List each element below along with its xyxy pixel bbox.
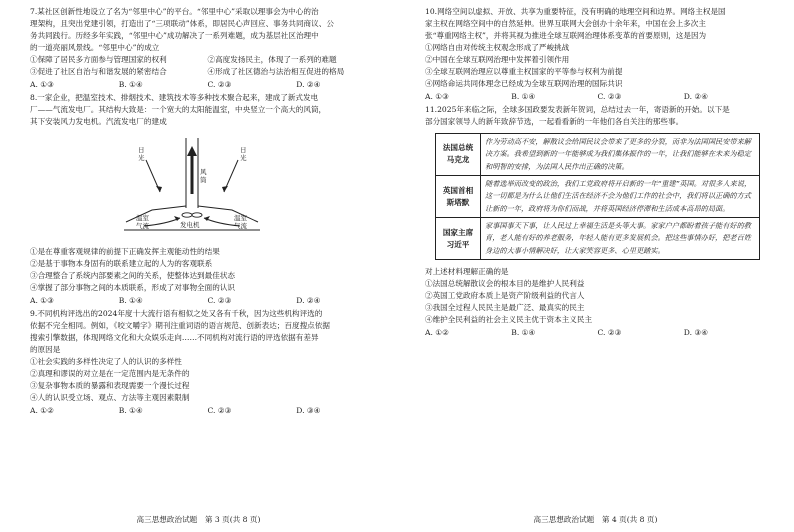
q10-answer-b[interactable]: B. ①④ bbox=[511, 91, 536, 101]
svg-text:气流: 气流 bbox=[136, 221, 149, 230]
q11-option-4: ④维护全民利益的社会主义民主优于资本主义民主 bbox=[425, 315, 593, 325]
q8-option-3: ③合理整合了系统内部要素之间的关系，使整体达到最佳状态 bbox=[30, 270, 236, 280]
q10-option-2: ②中国在全球互联网治理中发挥着引领作用 bbox=[425, 54, 570, 64]
q7-answers bbox=[30, 79, 385, 91]
q9-stem-line: 的原因是 bbox=[30, 344, 61, 354]
leader-quote: 随着选举而改变的政治，我们工党政府将开启新的一年“重建”英国。对很多人来说，这一切都是为什么让他们生活在经济不会为他们工作的社会中，我们将以正确的方式让新的一年，政府将为你们而战，并将英国经济停滞和生活成本高昂的局面。 bbox=[481, 175, 760, 217]
q7-answer-a[interactable]: A. ①③ bbox=[30, 79, 54, 89]
leader-title: 国家主席 bbox=[442, 227, 474, 237]
label-generator: 发电机 bbox=[180, 220, 200, 229]
q7-options-row bbox=[30, 54, 385, 66]
q11-answer-b[interactable]: B. ①④ bbox=[511, 328, 536, 338]
q11-stem-line: 部分国家领导人的新年致辞节选，一起看看新的一年他们各自关注的那些事。 bbox=[425, 116, 684, 126]
q11-answers bbox=[425, 327, 770, 339]
q9-stem-line: 搜索引擎数据，体现网络文化和大众娱乐走向……不同机构对流行语的评选依据有差异 bbox=[30, 332, 319, 342]
q7-stem-line: 务共同践行。历经多年实践，“邻里中心”成功解决了一系列难题，成为基层社区治理中 bbox=[30, 30, 319, 40]
q11-follow-line: 对上述材料理解正确的是 bbox=[425, 267, 509, 277]
q9-option-1: ①社会实践的多样性决定了人的认识的多样性 bbox=[30, 356, 182, 366]
page-footer-right: 高三思想政治试题 第 4 页(共 8 页) bbox=[533, 515, 658, 525]
leader-name: 马克龙 bbox=[446, 155, 470, 165]
q8-answers bbox=[30, 295, 385, 307]
q7-answer-d[interactable]: D. ②④ bbox=[296, 79, 321, 89]
q7-answer-b[interactable]: B. ①④ bbox=[118, 79, 143, 89]
q10-answers bbox=[425, 91, 770, 103]
q7-option-4: ④形成了社区德治与法治相互促进的格局 bbox=[207, 66, 345, 76]
leader-title: 法国总统 bbox=[442, 143, 474, 153]
q11-answer-c[interactable]: C. ②③ bbox=[597, 328, 622, 338]
q11-answer-d[interactable]: D. ③④ bbox=[683, 328, 709, 338]
q7-stem-line: 理架构，且突出党建引领，打造出了“三项联动”体系，即居民心声回应、事务共同商议、公 bbox=[30, 18, 334, 28]
q10-answer-a[interactable]: A. ①③ bbox=[425, 91, 449, 101]
table-row bbox=[436, 175, 760, 217]
leader-name: 斯塔默 bbox=[446, 197, 470, 207]
right-page bbox=[397, 0, 794, 532]
q7-answer-c[interactable]: C. ②③ bbox=[207, 79, 232, 89]
question-9 bbox=[30, 308, 385, 417]
q8-option-2: ②是基于事物本身固有的联系建立起的人为的客观联系 bbox=[30, 258, 213, 268]
label-wind: 风 bbox=[200, 167, 207, 176]
table-row bbox=[436, 133, 760, 175]
q9-answer-c[interactable]: C. ②③ bbox=[207, 405, 232, 415]
q8-stem-line: 厂——气流发电厂。其结构大致是：一个宽大的太阳能温室，中央竖立一个高大的风筒， bbox=[30, 104, 327, 114]
leader-quote: 家事国事天下事，让人民过上幸福生活是头等大事。家家户户都盼着孩子能有好的教育，老人能有好的养老服务，年轻人能有更多发展机会。把这些事情办好，把老百姓身边的大事小情解决好，让大家笑容更多、心里更踏实。 bbox=[481, 218, 760, 260]
q10-option-3: ③全球互联网治理应以尊重主权国家的平等参与权利为前提 bbox=[425, 66, 623, 76]
table-row bbox=[436, 218, 760, 260]
leaders-quotes-table bbox=[435, 133, 760, 260]
leader-name-cell bbox=[436, 218, 481, 260]
q10-stem-line: 10.网络空间以虚拟、开放、共享为重要特征，没有明确的地理空间和边界。网络主权是国 bbox=[425, 7, 726, 16]
leader-title: 英国首相 bbox=[442, 185, 474, 195]
q9-stem-line: 依据不完全相同。例如，《咬文嚼字》期刊注重词语的语言规范、创新表达；百度搜点依据 bbox=[30, 320, 330, 330]
q7-options-row bbox=[30, 66, 385, 78]
svg-text:光: 光 bbox=[240, 153, 247, 162]
q7-option-1: ①保障了居民多方面参与管理国家的权利 bbox=[30, 54, 167, 64]
q7-stem-line: 的一道亮丽风景线。“邻里中心”的成立 bbox=[30, 42, 160, 52]
question-10 bbox=[425, 6, 770, 103]
q9-answer-d[interactable]: D. ③④ bbox=[296, 405, 321, 415]
q11-answer-a[interactable]: A. ①② bbox=[425, 328, 449, 338]
q8-option-4: ④掌握了部分事物之间的本质联系，形成了对事物全面的认识 bbox=[30, 282, 236, 292]
q10-answer-d[interactable]: D. ②④ bbox=[683, 91, 709, 101]
question-11 bbox=[425, 104, 770, 339]
power-plant-diagram bbox=[122, 130, 385, 244]
q9-option-4: ④人的认识受立场、观点、方法等主观因素限制 bbox=[30, 392, 190, 402]
svg-text:气流: 气流 bbox=[234, 221, 247, 230]
q10-option-1: ①网络自由对传统主权观念形成了严峻挑战 bbox=[425, 42, 570, 52]
q7-option-3: ③促进了社区自治与和谐发展的紧密结合 bbox=[30, 66, 167, 76]
label-greenhouse-left: 温室 bbox=[136, 213, 149, 222]
q8-answer-b[interactable]: B. ①④ bbox=[118, 295, 143, 305]
q9-answer-b[interactable]: B. ①④ bbox=[118, 405, 143, 415]
q9-answer-a[interactable]: A. ①② bbox=[30, 405, 54, 415]
q8-answer-d[interactable]: D. ②④ bbox=[296, 295, 321, 305]
q8-stem-line: 8.一家企业，把温室技术、排烟技术、建筑技术等多种技术聚合起来，建成了新式发电 bbox=[30, 92, 319, 102]
q11-option-1: ①法国总统解散议会的根本目的是维护人民利益 bbox=[425, 279, 585, 289]
leader-name-cell bbox=[436, 175, 481, 217]
q8-answer-a[interactable]: A. ①③ bbox=[30, 295, 54, 305]
q10-stem-line: 张“尊重网络主权”，并将其视为推进全球互联网治理体系变革的首要原则，这是因为 bbox=[425, 30, 707, 40]
q7-option-2: ②高度发扬民主，体现了一系列的难题 bbox=[207, 54, 337, 64]
q9-option-3: ③复杂事物本质的暴露和表现需要一个漫长过程 bbox=[30, 380, 190, 390]
q11-option-3: ③我国全过程人民民主是最广泛、最真实的民主 bbox=[425, 303, 585, 313]
q8-answer-c[interactable]: C. ②③ bbox=[207, 295, 232, 305]
svg-text:光: 光 bbox=[138, 153, 145, 162]
label-greenhouse-right: 温室 bbox=[234, 213, 247, 222]
q10-answer-c[interactable]: C. ②③ bbox=[597, 91, 622, 101]
label-sun-right: 日 bbox=[240, 145, 247, 154]
leader-name: 习近平 bbox=[446, 239, 470, 249]
q9-stem-line: 9.不同机构评选出的2024年度十大流行语有相似之处又各有千秋，因为这些机构评选的 bbox=[30, 308, 323, 318]
q10-option-4: ④网络命运共同体理念已经成为全球互联网治理的国际共识 bbox=[425, 78, 623, 88]
q8-stem-line: 其下安装风力发电机。汽流发电厂的建成 bbox=[30, 116, 167, 126]
q8-option-1: ①是在尊重客观规律的前提下正确发挥主观能动性的结果 bbox=[30, 246, 220, 256]
q11-stem-line: 11.2025年来临之际，全球多国政要发表新年贺词，总结过去一年，寄语新的开始。以下是 bbox=[425, 104, 730, 114]
q9-option-2: ②真理和谬误的对立是在一定范围内是无条件的 bbox=[30, 368, 190, 378]
q10-stem-line: 家主权在网络空间中的自然延伸。世界互联网大会创办十余年来，中国在会上多次主 bbox=[425, 18, 706, 28]
q9-answers bbox=[30, 405, 385, 417]
svg-text:筒: 筒 bbox=[200, 175, 207, 184]
question-7 bbox=[30, 6, 385, 91]
q7-stem-line: 7.某社区创新性地设立了名为“邻里中心”的平台。“邻里中心”采取以理事会为中心的治 bbox=[30, 7, 319, 16]
q11-option-2: ②英国工党政府本质上是资产阶级利益的代言人 bbox=[425, 291, 585, 301]
page-footer-left: 高三思想政治试题 第 3 页(共 8 页) bbox=[136, 515, 261, 525]
question-8 bbox=[30, 92, 385, 307]
leader-quote: 作为劳动高不安，解散议会给国民议会带来了更多的分裂，而非为法国国民安带来解决方案。我希望到新的一年能够成为我们集体振作的一年，让我们能够在未来为稳定和明智的安排，为法国人民作出正确的决策。 bbox=[481, 133, 760, 175]
label-sun-left: 日 bbox=[138, 145, 145, 154]
leader-name-cell bbox=[436, 133, 481, 175]
